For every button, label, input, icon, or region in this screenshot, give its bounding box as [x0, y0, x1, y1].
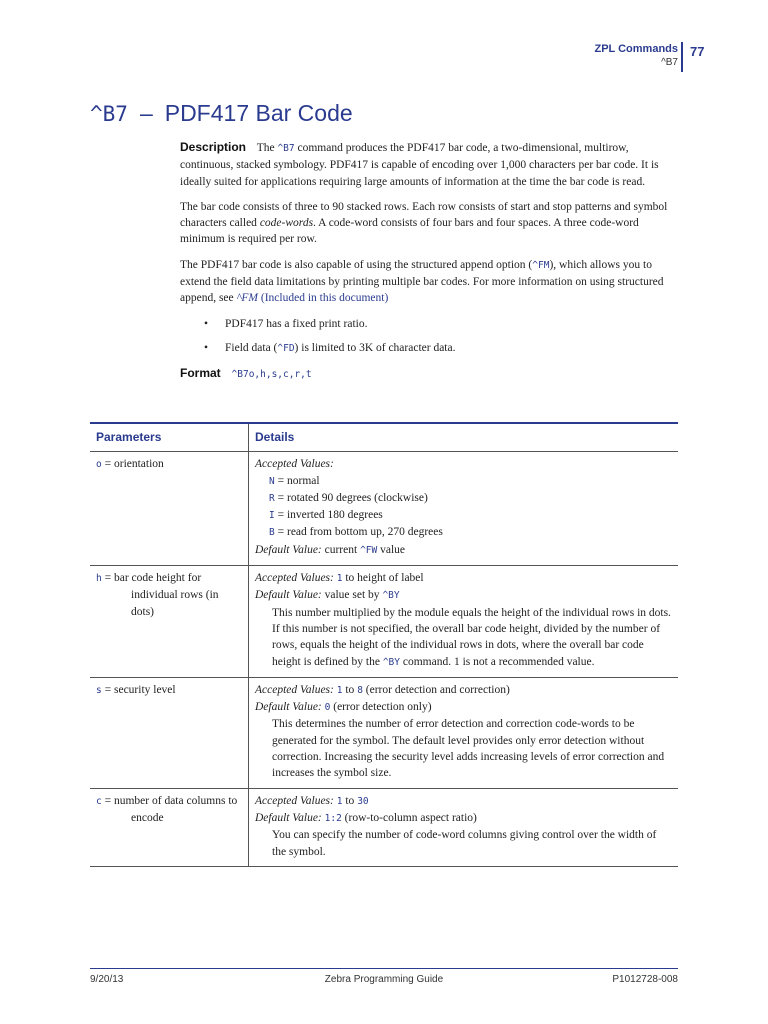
value-code: B [269, 527, 275, 539]
table-row [90, 788, 678, 866]
list-item [269, 507, 672, 524]
inline-code: 1 [336, 795, 343, 807]
text-run: value set by [324, 589, 380, 602]
default-value-line [255, 542, 672, 559]
text-run: (row-to-column aspect ratio) [344, 811, 477, 824]
parameter-name: security level [113, 683, 176, 696]
header-divider [681, 42, 683, 72]
inline-code: ^FD [277, 342, 295, 354]
format-value: ^B7o,h,s,c,r,t [231, 369, 312, 381]
text-run: command produces the PDF417 bar code, a two-dimensional, multirow, continuous, stacked symbology. PDF417 is capable of encoding over 1,000 characters per bar code. It is ideally suited for applications requiring large amounts of information at the time the bar code is read. [180, 142, 659, 188]
table-row [90, 452, 678, 566]
footer-divider [90, 968, 678, 969]
inline-code: ^B7 [277, 143, 295, 154]
value-text: inverted 180 degrees [286, 509, 383, 522]
text-run: to [345, 794, 355, 807]
inline-code: ^BY [382, 590, 400, 602]
description-paragraph-2 [180, 199, 680, 248]
equals-sign: = [277, 491, 285, 504]
accepted-values-label: Accepted Values: [255, 794, 334, 807]
text-run: ), which allows you to extend the field data limitations by printing multiple bar codes. For more information on using structured append, see [180, 258, 664, 305]
details-cell [249, 677, 679, 788]
parameter-note: You can specify the number of code-word columns giving control over the width of the symbol. [272, 829, 657, 858]
value-code: R [269, 492, 275, 504]
footer-title: Zebra Programming Guide [324, 974, 444, 985]
parameter-cell [90, 566, 249, 678]
format-line [180, 365, 680, 383]
parameter-code: c [96, 795, 102, 807]
equals-sign: = [104, 572, 112, 585]
footer-part-number: P1012728-008 [612, 974, 678, 985]
inline-code: 0 [324, 702, 331, 714]
text-run: ) is limited to 3K of character data. [294, 341, 456, 354]
parameter-name: orientation [113, 458, 164, 471]
inline-code: 8 [357, 684, 363, 696]
accepted-values-line [255, 682, 672, 699]
default-value-label: Default Value: [255, 589, 322, 602]
text-run: PDF417 has a fixed print ratio. [225, 317, 368, 330]
header-section-title: ZPL Commands [594, 43, 678, 55]
text-run: . A code-word consists of four bars and four spaces. A three code-word minimum is required per row. [180, 217, 639, 246]
equals-sign: = [277, 474, 285, 487]
default-value-line [255, 699, 672, 716]
value-text: rotated 90 degrees (clockwise) [286, 491, 428, 504]
inline-code: ^BY [382, 656, 400, 668]
list-item [269, 473, 672, 490]
default-value-line [255, 810, 672, 827]
description-body [180, 139, 680, 384]
parameters-table [90, 422, 678, 867]
inline-code: 1 [336, 573, 343, 585]
link-code[interactable]: ^FM [236, 292, 258, 305]
list-item [225, 340, 680, 357]
details-cell [249, 788, 679, 866]
table-row [90, 677, 678, 788]
description-paragraph-3 [180, 257, 680, 307]
text-run: (error detection only) [333, 701, 432, 714]
parameter-cell [90, 677, 249, 788]
text-run: The bar code consists of three to 90 stacked rows. Each row consists of start and stop patterns and symbol characters called [180, 200, 668, 230]
column-header-details: Details [249, 423, 679, 452]
list-item [269, 490, 672, 507]
details-cell [249, 452, 679, 566]
list-item [225, 316, 680, 332]
parameter-note: This determines the number of error detection and correction code-words to be generated for the symbol. The default level provides only error detection without correction. Increasing the security level adds increasing levels of error correction and increases the symbol size. [272, 718, 665, 780]
title-command: ^B7 [90, 102, 128, 126]
equals-sign: = [277, 509, 285, 522]
text-run: Field data ( [225, 341, 278, 354]
link-text[interactable]: (Included in this document) [260, 292, 389, 305]
value-code: I [269, 510, 275, 522]
running-header [594, 42, 678, 69]
accepted-values-line [255, 793, 672, 810]
accepted-values-line [255, 570, 672, 587]
value-list [255, 473, 672, 542]
parameter-cell [90, 788, 249, 866]
bullet-list [180, 316, 680, 358]
default-value-label: Default Value: [255, 811, 322, 824]
parameter-code: o [96, 459, 102, 471]
equals-sign: = [104, 794, 112, 807]
value-text: normal [286, 474, 320, 487]
text-run: current [324, 543, 358, 556]
value-code: N [269, 475, 275, 487]
text-run: value [380, 543, 406, 556]
parameter-name: bar code height for individual rows (in dots) [113, 572, 219, 618]
page-title [90, 100, 353, 127]
text-run: The PDF417 bar code is also capable of using the structured append option ( [180, 258, 533, 271]
description-paragraph-1 [180, 139, 680, 190]
value-text: read from bottom up, 270 degrees [286, 526, 443, 539]
emphasis-code-words: code-words [259, 217, 314, 230]
parameter-name: number of data columns to encode [113, 794, 238, 824]
inline-code: ^FM [532, 259, 550, 271]
equals-sign: = [104, 683, 112, 696]
title-name: PDF417 Bar Code [164, 100, 353, 126]
inline-code: 1:2 [324, 812, 342, 824]
table-row [90, 566, 678, 678]
text-run: The [256, 142, 275, 154]
default-value-label: Default Value: [255, 701, 322, 714]
column-header-parameters: Parameters [90, 423, 249, 452]
table-header-row [90, 423, 678, 452]
page-number: 77 [690, 44, 705, 59]
text-run: to height of label [345, 572, 424, 585]
title-dash: – [139, 100, 153, 126]
footer-date: 9/20/13 [90, 974, 124, 985]
inline-code: 1 [336, 684, 343, 696]
header-subsection: ^B7 [661, 57, 678, 68]
list-item [269, 524, 672, 541]
text-run: (error detection and correction) [365, 683, 510, 696]
inline-code: ^FW [360, 544, 378, 556]
parameter-code: s [96, 684, 102, 696]
accepted-values-label: Accepted Values: [255, 572, 334, 585]
format-label: Format [180, 366, 221, 381]
default-value-line [255, 587, 672, 604]
details-cell [249, 566, 679, 678]
fm-cross-reference-link[interactable] [237, 292, 389, 304]
description-lead: Description [180, 140, 247, 154]
parameter-cell [90, 452, 249, 566]
accepted-values-label: Accepted Values: [255, 458, 334, 471]
text-run: command. 1 is not a recommended value. [402, 655, 595, 668]
parameter-code: h [96, 573, 102, 585]
text-run: This number multiplied by the module equals the height of the individual rows in dots. If this number is not specified, the overall bar code height, divided by the number of rows, equals the height of the individual rows in dots, where the overall bar code height is defined by the [272, 606, 671, 668]
parameter-note [255, 605, 672, 671]
inline-code: 30 [357, 795, 369, 807]
equals-sign: = [277, 526, 285, 539]
default-value-label: Default Value: [255, 543, 322, 556]
equals-sign: = [104, 458, 112, 471]
text-run: to [345, 683, 355, 696]
accepted-values-label: Accepted Values: [255, 683, 334, 696]
